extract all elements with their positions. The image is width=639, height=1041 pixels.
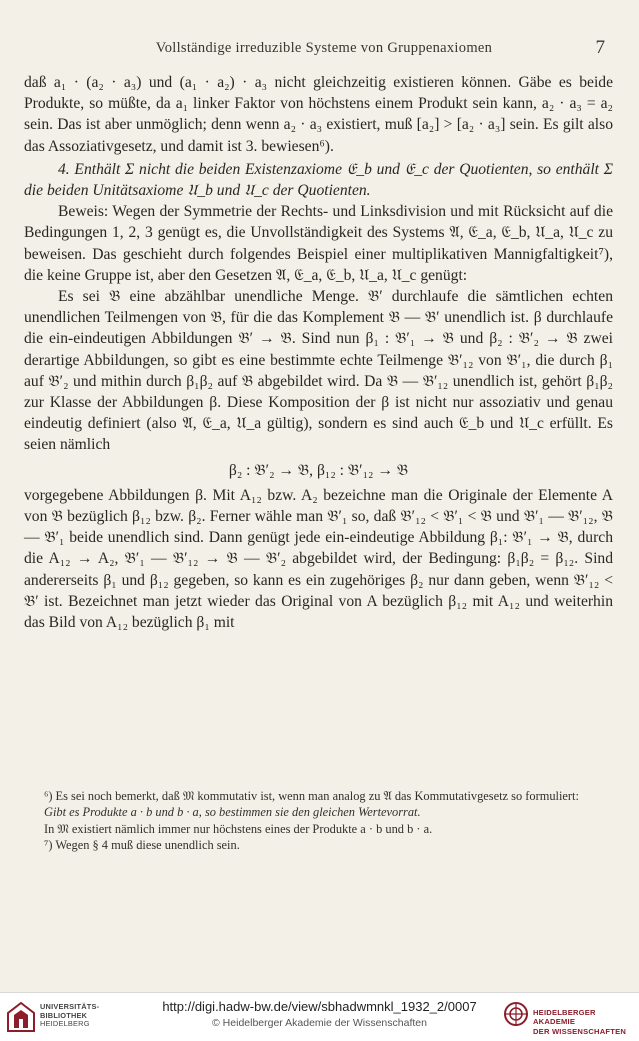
academy-seal-icon [503, 1001, 529, 1031]
footnote-6-formula: Gibt es Produkte a · b und b · a, so bestimmen sie den gleichen Wertevorrat. [44, 805, 421, 820]
main-text [24, 72, 613, 633]
digitization-footer [0, 992, 639, 1041]
academy-logo[interactable] [503, 1001, 633, 1036]
copyright-notice: © Heidelberger Akademie der Wissenschaften [212, 1017, 427, 1029]
footer-center [130, 999, 509, 1029]
footnote-7: ⁷) Wegen § 4 muß diese unendlich sein. [44, 838, 240, 853]
academy-logo-text: HEIDELBERGER AKADEMIE DER WISSENSCHAFTEN [533, 1008, 627, 1036]
library-seal-icon [6, 1001, 36, 1033]
footnote-6: ⁶) Es sei noch bemerkt, daß 𝔐 kommutativ ist, wenn man analog zu 𝔄 das Kommutativgesetz so formuliert: [44, 789, 579, 803]
display-formula: β₂ : 𝔅′₂ → 𝔅, β₁₂ : 𝔅′₁₂ → 𝔅 [228, 461, 409, 479]
example-paragraph: Es sei 𝔅 eine abzählbar unendliche Menge. 𝔅′ durchlaufe die sämtlichen echten unendlichen Teilmengen von 𝔅, für die das Komplement 𝔅 — 𝔅′ unendlich ist. β durchlaufe die ein-eindeutigen Abbildungen 𝔅′ → 𝔅. Sind nun β₁ : 𝔅′₁ → 𝔅 und β₂ : 𝔅′₂ → 𝔅 zwei derartige Abbildungen, so gibt es eine bestimmte echte Teilmenge 𝔅′₁₂ von 𝔅′₁, die durch β₁ auf 𝔅′₂ und mithin durch β₁β₂ auf 𝔅 abgebildet wird. Da 𝔅 — 𝔅′₁₂ unendlich ist, gehört β₁β₂ zur Klasse der Abbildungen β. Diese Komposition der β ist nicht nur assoziativ und genau eindeutig definiert (also 𝔄, 𝔈_a, 𝔘_a gültig), sondern es sind auch 𝔈_b und 𝔘_c erfüllt. Es seien nämlich [24, 288, 613, 454]
running-header [24, 37, 613, 64]
theorem-4: 4. Enthält Σ nicht die beiden Existenzaxiome 𝔈_b und 𝔈_c der Quotienten, so enthält Σ die beiden Unitätsaxiome 𝔘_b und 𝔘_c der Quotienten. [24, 160, 613, 200]
example-continuation: vorgegebene Abbildungen β. Mit A₁₂ bzw. A₂ bezeichne man die Originale der Elemente A von 𝔅 bezüglich β₁₂ bzw. β₂. Ferner wähle man 𝔅′₁ so, daß 𝔅′₁₂ < 𝔅′₁ < 𝔅 und 𝔅′₁ — 𝔅′₁₂, 𝔅 — 𝔅′₁ beide unendlich sind. Dann genügt jede ein-eindeutige Abbildung β₁: 𝔅′₁ → 𝔅, durch die A₁₂ → A₂, 𝔅′₁ — 𝔅′₁₂ → 𝔅 — 𝔅′₂ abgebildet wird, der Bedingung: β₁β₂ = β₁₂. Sind andererseits β₁ und β₁₂ gegeben, so kann es ein zugehöriges β₂ nur dann geben, wenn 𝔅′₁₂ < 𝔅′ ist. Bezeichnet man jetzt wieder das Original von A bezüglich β₁₂ mit A₁₂ und weiterhin das Bild von A₁₂ bezüglich β₁ mit [24, 486, 613, 632]
running-title: Vollständige irreduzible Systeme von Gruppenaxiomen [155, 40, 493, 56]
proof-paragraph: Beweis: Wegen der Symmetrie der Rechts- und Linksdivision und mit Rücksicht auf die Bedingungen 1, 2, 3 genügt es, die Unvollständigkeit des Systems 𝔄, 𝔈_a, 𝔈_b, 𝔘_a, 𝔘_c zu beweisen. Das geschieht durch folgendes Beispiel einer multiplikativen Mannigfaltigkeit⁷), die keine Gruppe ist, aber den Gesetzen 𝔄, 𝔈_a, 𝔈_b, 𝔘_a, 𝔘_c genügt: [24, 203, 613, 284]
footnotes [24, 788, 613, 854]
university-library-logo[interactable] [6, 999, 126, 1035]
page-number: 7 [595, 37, 605, 58]
library-logo-text: UNIVERSITÄTS- BIBLIOTHEK HEIDELBERG [40, 1002, 100, 1029]
paragraph-continuation: daß a₁ · (a₂ · a₃) und (a₁ · a₂) · a₃ nicht gleichzeitig existieren können. Gäbe es beide Produkte, so müßte, da a₁ linker Faktor von höchstens einem Produkt sein kann, a₂ · a₃ = a₂ sein. Das ist aber unmöglich; denn wenn a₂ · a₃ existiert, muß [a₂] > [a₂ · a₃] sein. Es gilt also das Assoziativgesetz, und damit ist 3. bewiesen⁶). [24, 74, 613, 155]
footnote-6-remark: In 𝔐 existiert nämlich immer nur höchstens eines der Produkte a · b und b · a. [44, 821, 433, 836]
permalink-url[interactable]: http://digi.hadw-bw.de/view/sbhadwmnkl_1932_2/0007 [162, 999, 477, 1014]
